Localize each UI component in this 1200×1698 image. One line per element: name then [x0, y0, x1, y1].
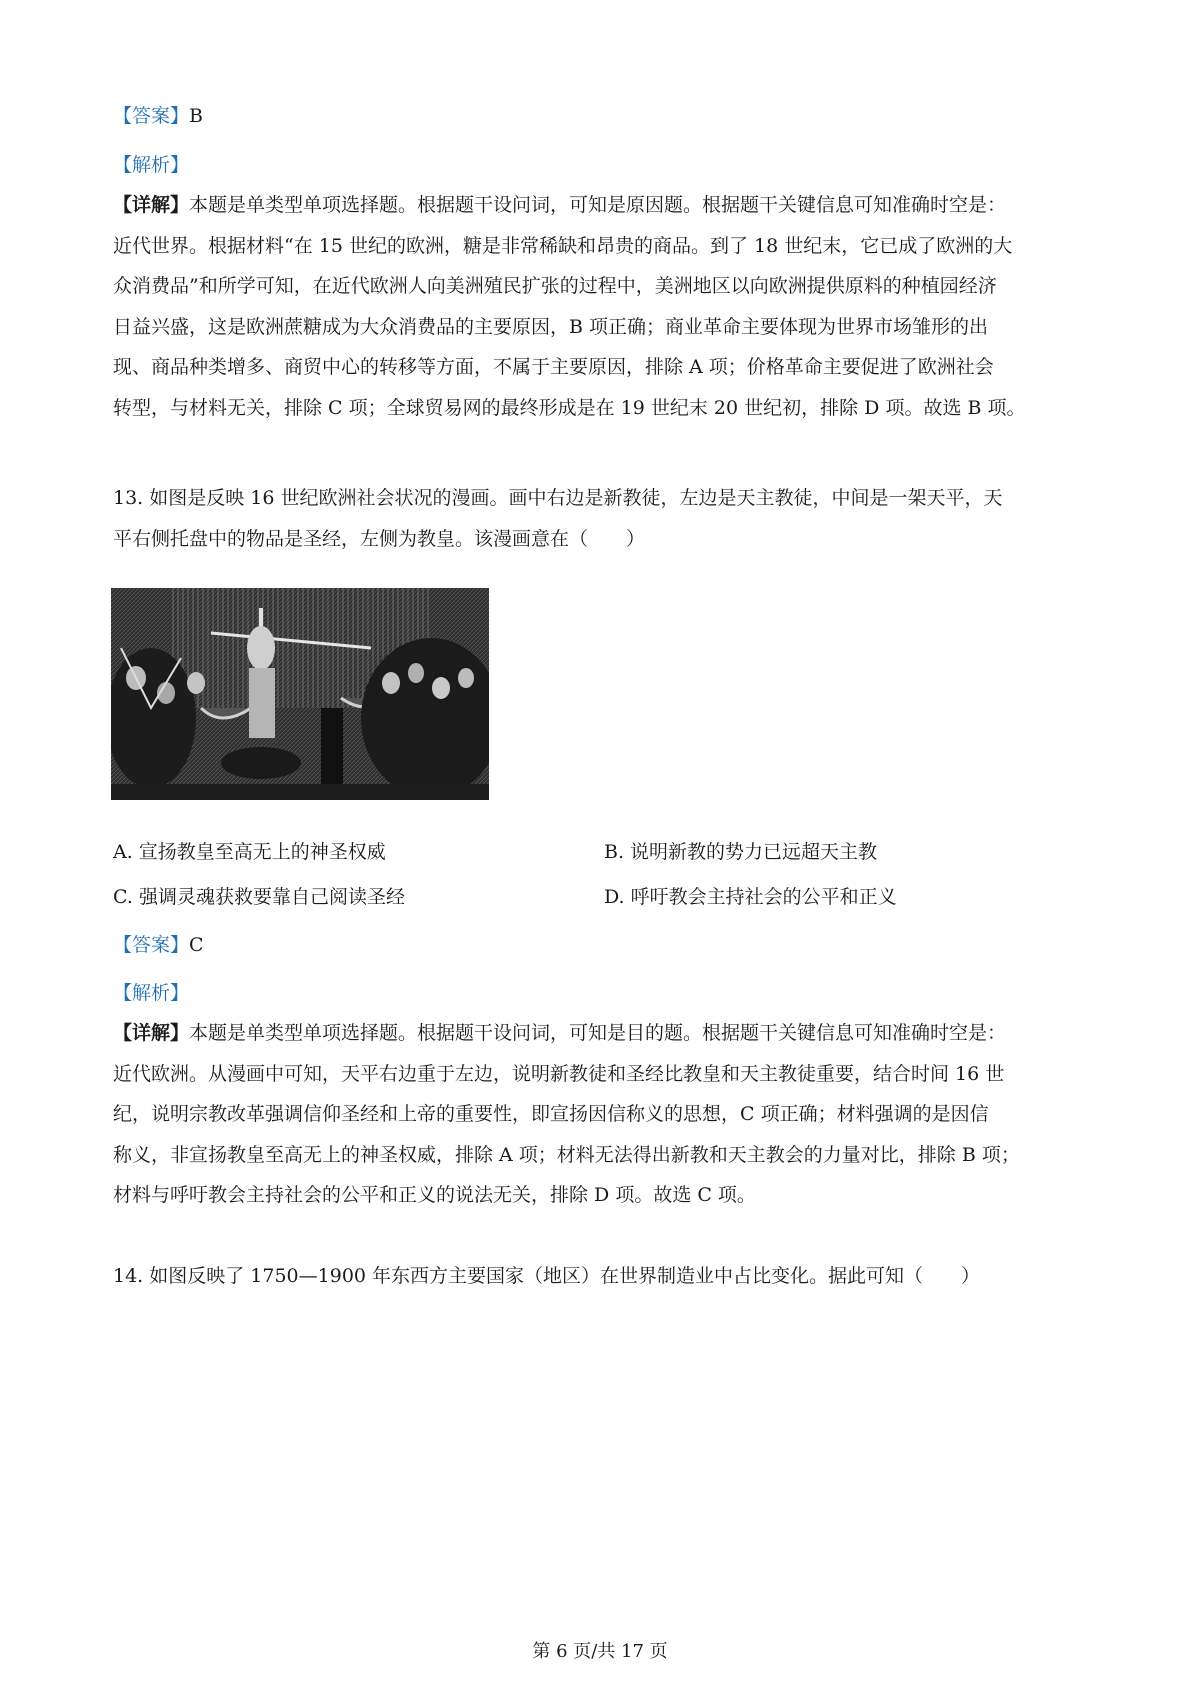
answer-line-q12	[113, 103, 203, 129]
answer-tag: 【答案】	[113, 105, 190, 127]
detail-line: 本题是单类型单项选择题。根据题干设问词，可知是原因题。根据题干关键信息可知准确时空是：	[189, 194, 1007, 216]
option-b: B. 说明新教的势力已远超天主教	[604, 841, 878, 863]
detail-line: 众消费品”和所学可知，在近代欧洲人向美洲殖民扩张的过程中，美洲地区以向欧洲提供原料的种植园经济	[113, 275, 997, 297]
detail-paragraph-q13	[113, 1013, 1103, 1216]
option-a: A. 宣扬教皇至高无上的神圣权威	[113, 841, 386, 863]
cartoon-image	[111, 588, 489, 800]
stem-line: 平右侧托盘中的物品是圣经，左侧为教皇。该漫画意在（ ）	[113, 527, 646, 550]
stem-line: 13. 如图是反映 16 世纪欧洲社会状况的漫画。画中右边是新教徒，左边是天主教徒，中间是一架天平，天	[113, 487, 1003, 509]
detail-tag: 【详解】	[113, 194, 190, 216]
detail-tag: 【详解】	[113, 1022, 190, 1044]
detail-line: 近代世界。根据材料“在 15 世纪的欧洲，糖是非常稀缺和昂贵的商品。到了 18 世纪末，它已成了欧洲的大	[113, 234, 1013, 257]
detail-line: 材料与呼吁教会主持社会的公平和正义的说法无关，排除 D 项。故选 C 项。	[113, 1184, 756, 1206]
cartoon-illustration	[111, 588, 489, 800]
option-c: C. 强调灵魂获救要靠自己阅读圣经	[113, 886, 405, 908]
page-number: 第 6 页/共 17 页	[532, 1641, 668, 1662]
detail-line: 日益兴盛，这是欧洲蔗糖成为大众消费品的主要原因，B 项正确；商业革命主要体现为世界市场雏形的出	[113, 315, 989, 338]
detail-paragraph-q12	[113, 185, 1103, 428]
option-d: D. 呼吁教会主持社会的公平和正义	[604, 886, 897, 908]
answer-tag: 【答案】	[113, 934, 190, 956]
detail-line: 现、商品种类增多、商贸中心的转移等方面，不属于主要原因，排除 A 项；价格革命主要促进了欧洲社会	[113, 356, 994, 378]
answer-value: B	[189, 105, 203, 127]
detail-line: 称义，非宣扬教皇至高无上的神圣权威，排除 A 项；材料无法得出新教和天主教会的力量对比，排除 B 项；	[113, 1143, 1020, 1166]
detail-line: 本题是单类型单项选择题。根据题干设问词，可知是目的题。根据题干关键信息可知准确时空是：	[189, 1022, 1007, 1044]
answer-line-q13	[113, 932, 204, 958]
detail-line: 近代欧洲。从漫画中可知，天平右边重于左边，说明新教徒和圣经比教皇和天主教徒重要，结合时间 16 世	[113, 1062, 1005, 1085]
question-stem-q14: 14. 如图反映了 1750—1900 年东西方主要国家（地区）在世界制造业中占比变化。据此可知（ ）	[113, 1265, 981, 1287]
detail-line: 转型，与材料无关，排除 C 项；全球贸易网的最终形成是在 19 世纪末 20 世纪初，排除 D 项。故选 B 项。	[113, 396, 1026, 419]
question-stem-q13	[113, 478, 1103, 559]
analysis-tag: 【解析】	[113, 154, 190, 176]
analysis-tag: 【解析】	[113, 982, 190, 1004]
answer-value: C	[189, 934, 204, 956]
detail-line: 纪，说明宗教改革强调信仰圣经和上帝的重要性，即宣扬因信称义的思想，C 项正确；材料强调的是因信	[113, 1103, 989, 1125]
